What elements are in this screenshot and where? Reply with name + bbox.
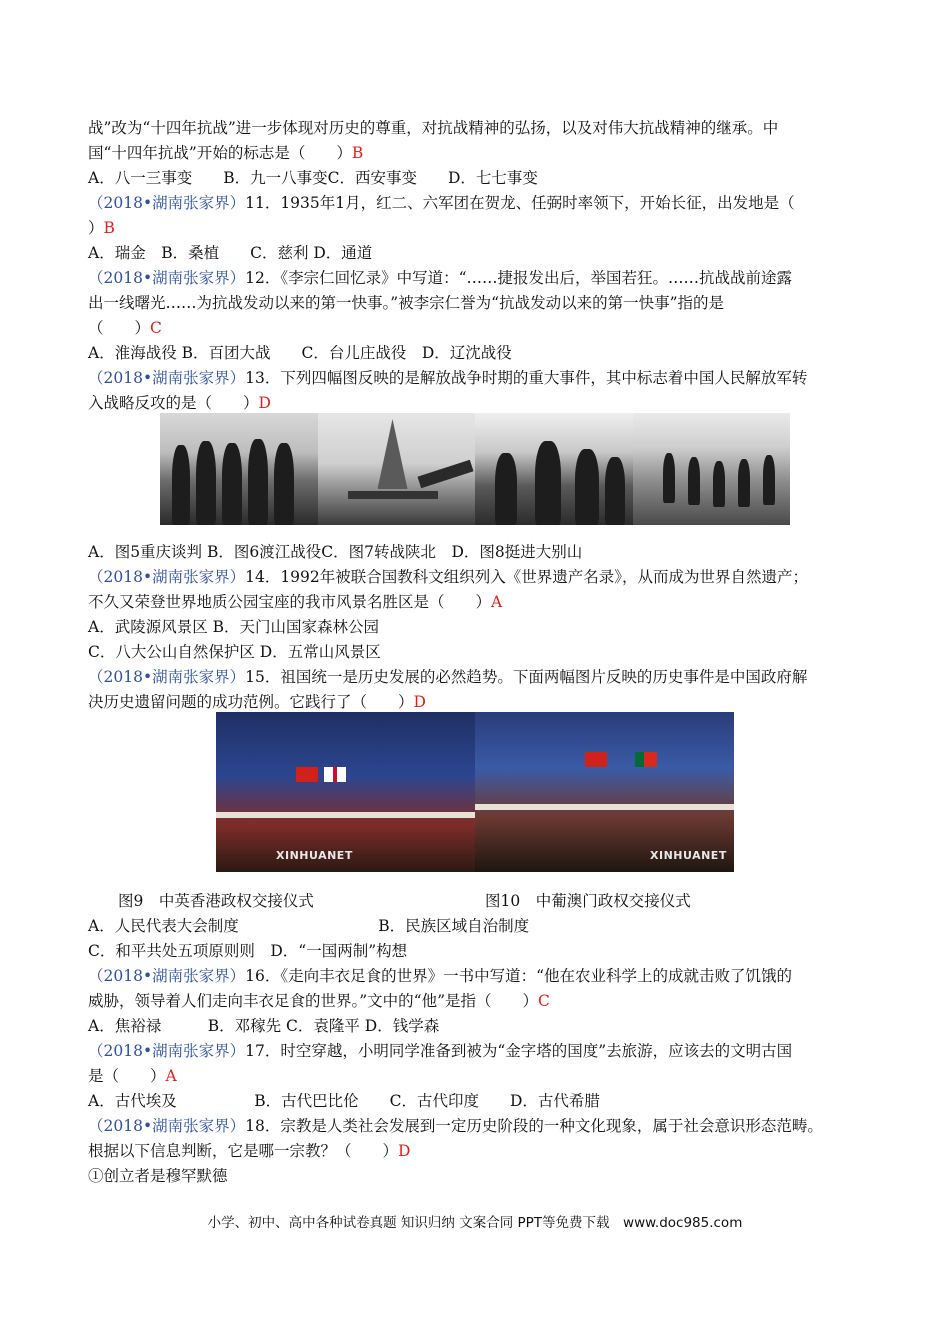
photo-macau-handover [475, 712, 734, 872]
options-line: A．瑞金 B．桑植 C．慈利 D．通道 [88, 244, 373, 262]
text-line: 威胁，领导着人们走向丰衣足食的世界。”文中的“他”是指（ ）C [88, 992, 550, 1010]
text-line: 不久又荣登世界地质公园宝座的我市风景名胜区是（ ）A [88, 593, 503, 611]
question-15: （2018•湖南张家界）15．祖国统一是历史发展的必然趋势。下面两幅图片反映的历史事件是中国政府解 [88, 668, 808, 686]
text-line: ①创立者是穆罕默德 [88, 1167, 228, 1185]
photo-shaanbei-campaign [475, 413, 633, 525]
question-12: （2018•湖南张家界）12．《李宗仁回忆录》中写道：“……捷报发出后，举国若狂。……抗战战前途露 [88, 269, 792, 287]
text-line: （ ）C [88, 319, 162, 337]
answer-mark: D [398, 1142, 411, 1160]
question-14: （2018•湖南张家界）14．1992年被联合国教科文组织列入《世界遗产名录》，从而成为世界自然遗产； [88, 568, 809, 586]
options-line: A．图5重庆谈判 B．图6渡江战役C．图7转战陕北 D．图8挺进大别山 [88, 543, 583, 561]
question-17: （2018•湖南张家界）17．时空穿越，小明同学准备到被为“金字塔的国度”去旅游，应该去的文明古国 [88, 1042, 793, 1060]
answer-mark: C [538, 992, 550, 1010]
text-line: ）B [88, 219, 115, 237]
text-line: 国“十四年抗战”开始的标志是（ ）B [88, 144, 364, 162]
question-source: （2018•湖南张家界） [88, 369, 246, 387]
question-source: （2018•湖南张家界） [88, 967, 246, 985]
question-16: （2018•湖南张家界）16．《走向丰衣足食的世界》一书中写道：“他在农业科学上的成就击败了饥饿的 [88, 967, 792, 985]
text-line: 是（ ）A [88, 1067, 177, 1085]
photo-chongqing-negotiation [160, 413, 318, 525]
text-line: 出一线曙光……为抗战发动以来的第一快事。”被李宗仁誉为“抗战发动以来的第一快事”指的是 [88, 294, 725, 312]
caption-fig10: 图10 中葡澳门政权交接仪式 [485, 892, 691, 910]
options-line: A．焦裕禄 B．邓稼先 C．袁隆平 D．钱学森 [88, 1017, 440, 1035]
caption-fig9: 图9 中英香港政权交接仪式 [118, 892, 314, 910]
handover-photos-strip [216, 712, 734, 872]
question-source: （2018•湖南张家界） [88, 1042, 246, 1060]
question-13: （2018•湖南张家界）13．下列四幅图反映的是解放战争时期的重大事件，其中标志着中国人民解放军转 [88, 369, 808, 387]
question-source: （2018•湖南张家界） [88, 1117, 246, 1135]
options-line: A．八一三事变 B．九一八事变C．西安事变 D．七七事变 [88, 169, 538, 187]
text-line: 入战略反攻的是（ ）D [88, 394, 271, 412]
text-line: 战”改为“十四年抗战”进一步体现对历史的尊重，对抗战精神的弘扬，以及对伟大抗战精神的继承。中 [88, 119, 779, 137]
options-line: A．武陵源风景区 B．天门山国家森林公园 [88, 618, 380, 636]
question-source: （2018•湖南张家界） [88, 568, 246, 586]
answer-mark: B [351, 144, 364, 162]
watermark-text: XINHUANET [276, 849, 353, 862]
question-11: （2018•湖南张家界）11．1935年1月，红二、六军团在贺龙、任弼时率领下，开始长征，出发地是（ [88, 194, 795, 212]
options-line: A．淮海战役 B．百团大战 C．台儿庄战役 D．辽沈战役 [88, 344, 512, 362]
watermark-text: XINHUANET [650, 849, 727, 862]
text-line: 决历史遗留问题的成功范例。它践行了（ ）D [88, 693, 426, 711]
question-source: （2018•湖南张家界） [88, 194, 246, 212]
question-source: （2018•湖南张家界） [88, 668, 246, 686]
options-line: A．古代埃及 B．古代巴比伦 C．古代印度 D．古代希腊 [88, 1092, 600, 1110]
question-18: （2018•湖南张家界）18．宗教是人类社会发展到一定历史阶段的一种文化现象，属于社会意识形态范畴。 [88, 1117, 823, 1135]
text-line: 根据以下信息判断，它是哪一宗教？（ ）D [88, 1142, 411, 1160]
question-source: （2018•湖南张家界） [88, 269, 246, 287]
answer-mark: A [491, 593, 503, 611]
options-line: C．八大公山自然保护区 D．五常山风景区 [88, 643, 381, 661]
answer-mark: A [165, 1067, 177, 1085]
answer-mark: C [150, 319, 162, 337]
photo-crossing-river-battle [318, 413, 476, 525]
options-line: C．和平共处五项原则则 D．“一国两制”构想 [88, 942, 408, 960]
answer-mark: D [258, 394, 271, 412]
answer-mark: D [413, 693, 426, 711]
options-line: A．人民代表大会制度 B．民族区域自治制度 [88, 917, 530, 935]
page-footer: 小学、初中、高中各种试卷真题 知识归纳 文案合同 PPT等免费下载 www.doc985.com [207, 1215, 743, 1231]
answer-mark: B [103, 219, 115, 237]
photo-dabie-mountains-advance [633, 413, 791, 525]
history-photos-strip [160, 413, 790, 525]
photo-hongkong-handover [216, 712, 475, 872]
